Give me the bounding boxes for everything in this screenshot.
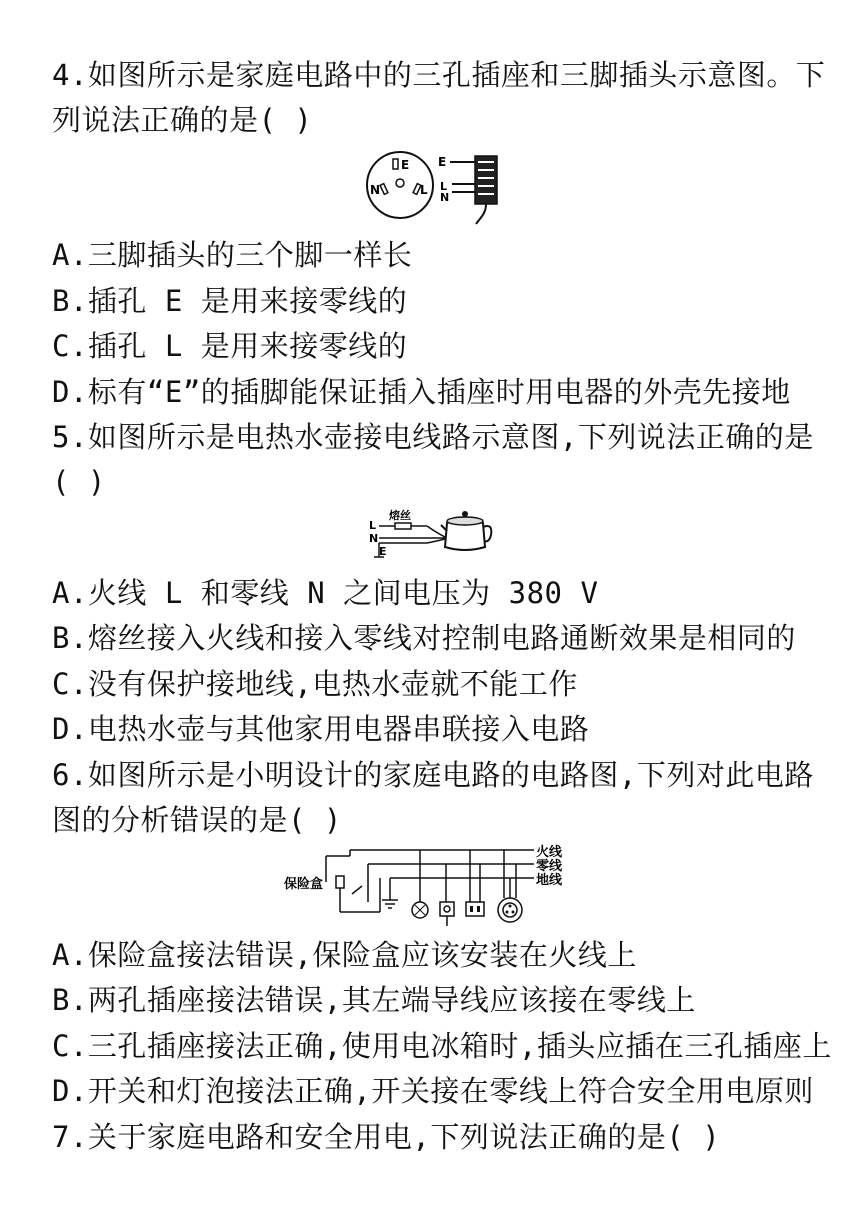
q5-stem-line1: 5.如图所示是电热水壶接电线路示意图,下列说法正确的是 bbox=[52, 420, 814, 454]
q6-option-b: B.两孔插座接法错误,其左端导线应该接在零线上 bbox=[52, 983, 696, 1017]
ground-wire-label: 地线 bbox=[536, 873, 563, 888]
q4-stem-line2: 列说法正确的是( ) bbox=[52, 103, 313, 137]
socket-l-label: L bbox=[420, 183, 428, 197]
q6-option-d: D.开关和灯泡接法正确,开关接在零线上符合安全用电原则 bbox=[52, 1074, 814, 1108]
q4-option-d: D.标有“E”的插脚能保证插入插座时用电器的外壳先接地 bbox=[52, 375, 791, 409]
circuit-figure bbox=[280, 842, 580, 930]
q5-option-b: B.熔丝接入火线和接入零线对控制电路通断效果是相同的 bbox=[52, 621, 796, 655]
live-l-label: L bbox=[369, 519, 377, 532]
q4-stem-line1: 4.如图所示是家庭电路中的三孔插座和三脚插头示意图。下 bbox=[52, 58, 826, 92]
q5-option-c: C.没有保护接地线,电热水壶就不能工作 bbox=[52, 667, 578, 701]
q5-option-d: D.电热水壶与其他家用电器串联接入电路 bbox=[52, 712, 590, 746]
fuse-box-label: 保险盒 bbox=[284, 877, 324, 892]
q4-option-a: A.三脚插头的三个脚一样长 bbox=[52, 238, 413, 272]
socket-plug-figure bbox=[360, 148, 505, 230]
q6-stem-line1: 6.如图所示是小明设计的家庭电路的电路图,下列对此电路 bbox=[52, 758, 814, 792]
q4-option-b: B.插孔 E 是用来接零线的 bbox=[52, 284, 408, 318]
q5-option-a: A.火线 L 和零线 N 之间电压为 380 V bbox=[52, 576, 599, 610]
fuse-label: 熔丝 bbox=[389, 509, 411, 522]
q6-stem-line2: 图的分析错误的是( ) bbox=[52, 803, 342, 837]
q7-stem-line1: 7.关于家庭电路和安全用电,下列说法正确的是( ) bbox=[52, 1120, 721, 1154]
socket-e-label: E bbox=[401, 158, 410, 172]
neutral-n-label: N bbox=[369, 532, 379, 545]
plug-n-label: N bbox=[440, 191, 450, 204]
plug-l-label: L bbox=[440, 180, 448, 193]
q4-option-c: C.插孔 L 是用来接零线的 bbox=[52, 329, 408, 363]
q5-stem-line2: ( ) bbox=[52, 465, 106, 499]
socket-n-label: N bbox=[370, 183, 381, 197]
ground-e-label: E bbox=[379, 545, 387, 558]
kettle-figure bbox=[365, 505, 495, 565]
q6-option-a: A.保险盒接法错误,保险盒应该安装在火线上 bbox=[52, 938, 637, 972]
live-wire-label: 火线 bbox=[536, 845, 563, 860]
q6-option-c: C.三孔插座接法正确,使用电冰箱时,插头应插在三孔插座上 bbox=[52, 1029, 832, 1063]
neutral-wire-label: 零线 bbox=[536, 859, 563, 874]
plug-e-label: E bbox=[438, 155, 447, 169]
